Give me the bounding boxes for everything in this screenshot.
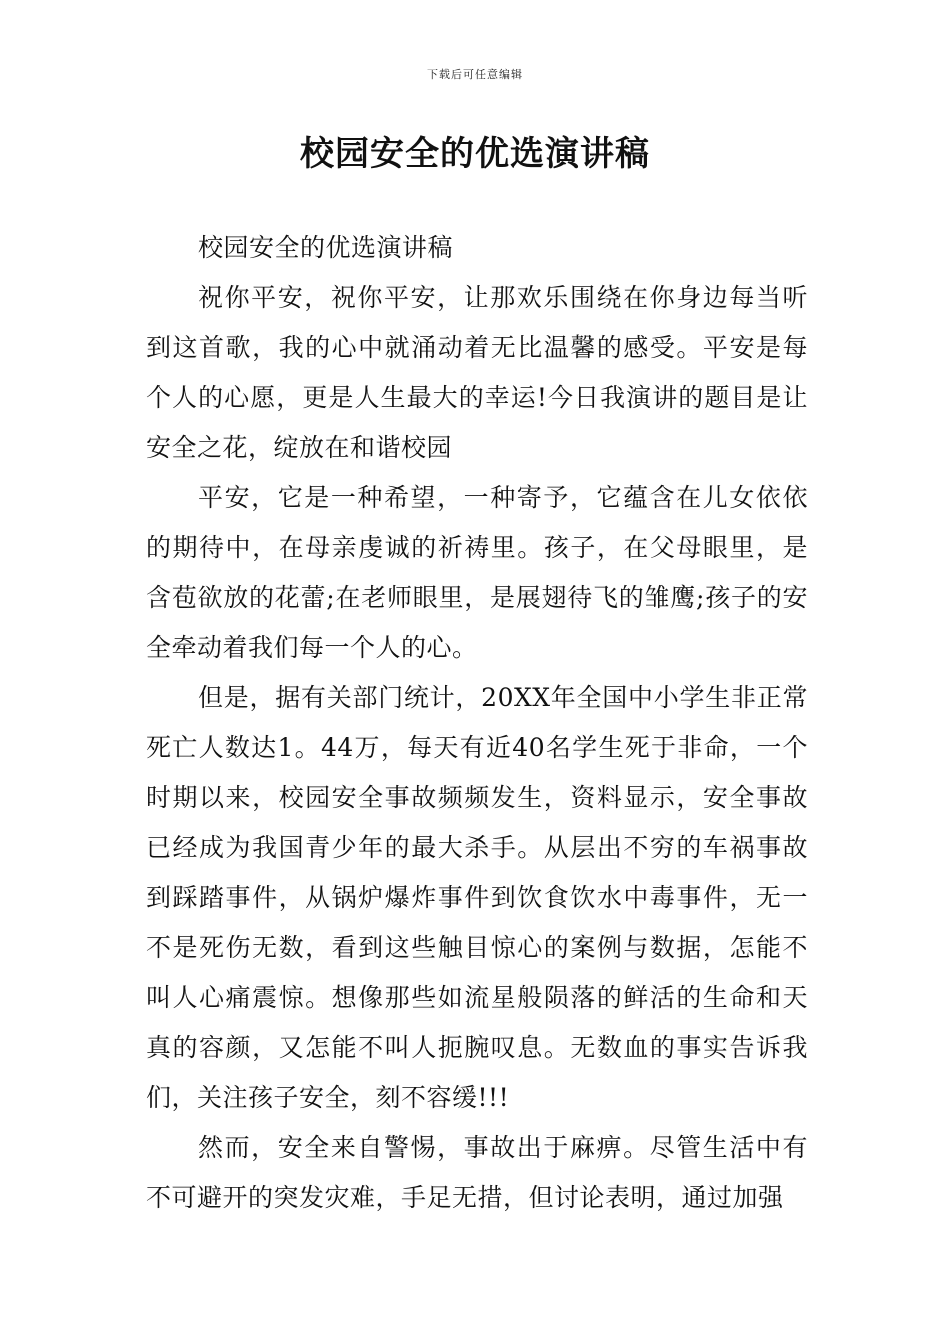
document-body <box>146 223 808 1223</box>
paragraph: 但是，据有关部门统计，20XX年全国中小学生非正常死亡人数达1。44万，每天有近40名学生死于非命，一个时期以来，校园安全事故频频发生，资料显示，安全事故已经成为我国青少年的最大杀手。从层出不穷的车祸事故到踩踏事件，从锅炉爆炸事件到饮食饮水中毒事件，无一不是死伤无数，看到这些触目惊心的案例与数据，怎能不叫人心痛震惊。想像那些如流星般陨落的鲜活的生命和天真的容颜，又怎能不叫人扼腕叹息。无数血的事实告诉我们，关注孩子安全，刻不容缓!!! <box>146 683 808 1112</box>
paragraph: 平安，它是一种希望，一种寄予，它蕴含在儿女依依的期待中，在母亲虔诚的祈祷里。孩子，在父母眼里，是含苞欲放的花蕾;在老师眼里，是展翅待飞的雏鹰;孩子的安全牵动着我们每一个人的心。 <box>146 483 808 662</box>
paragraph: 然而，安全来自警惕，事故出于麻痹。尽管生活中有不可避开的突发灾难，手足无措，但讨论表明，通过加强 <box>146 1133 808 1212</box>
document-title: 校园安全的优选演讲稿 <box>300 134 650 174</box>
header-note: 下载后可任意编辑 <box>427 68 523 81</box>
paragraph: 祝你平安，祝你平安，让那欢乐围绕在你身边每当听到这首歌，我的心中就涌动着无比温馨的感受。平安是每个人的心愿，更是人生最大的幸运!今日我演讲的题目是让安全之花，绽放在和谐校园 <box>146 283 808 462</box>
paragraph-subtitle: 校园安全的优选演讲稿 <box>198 233 454 262</box>
